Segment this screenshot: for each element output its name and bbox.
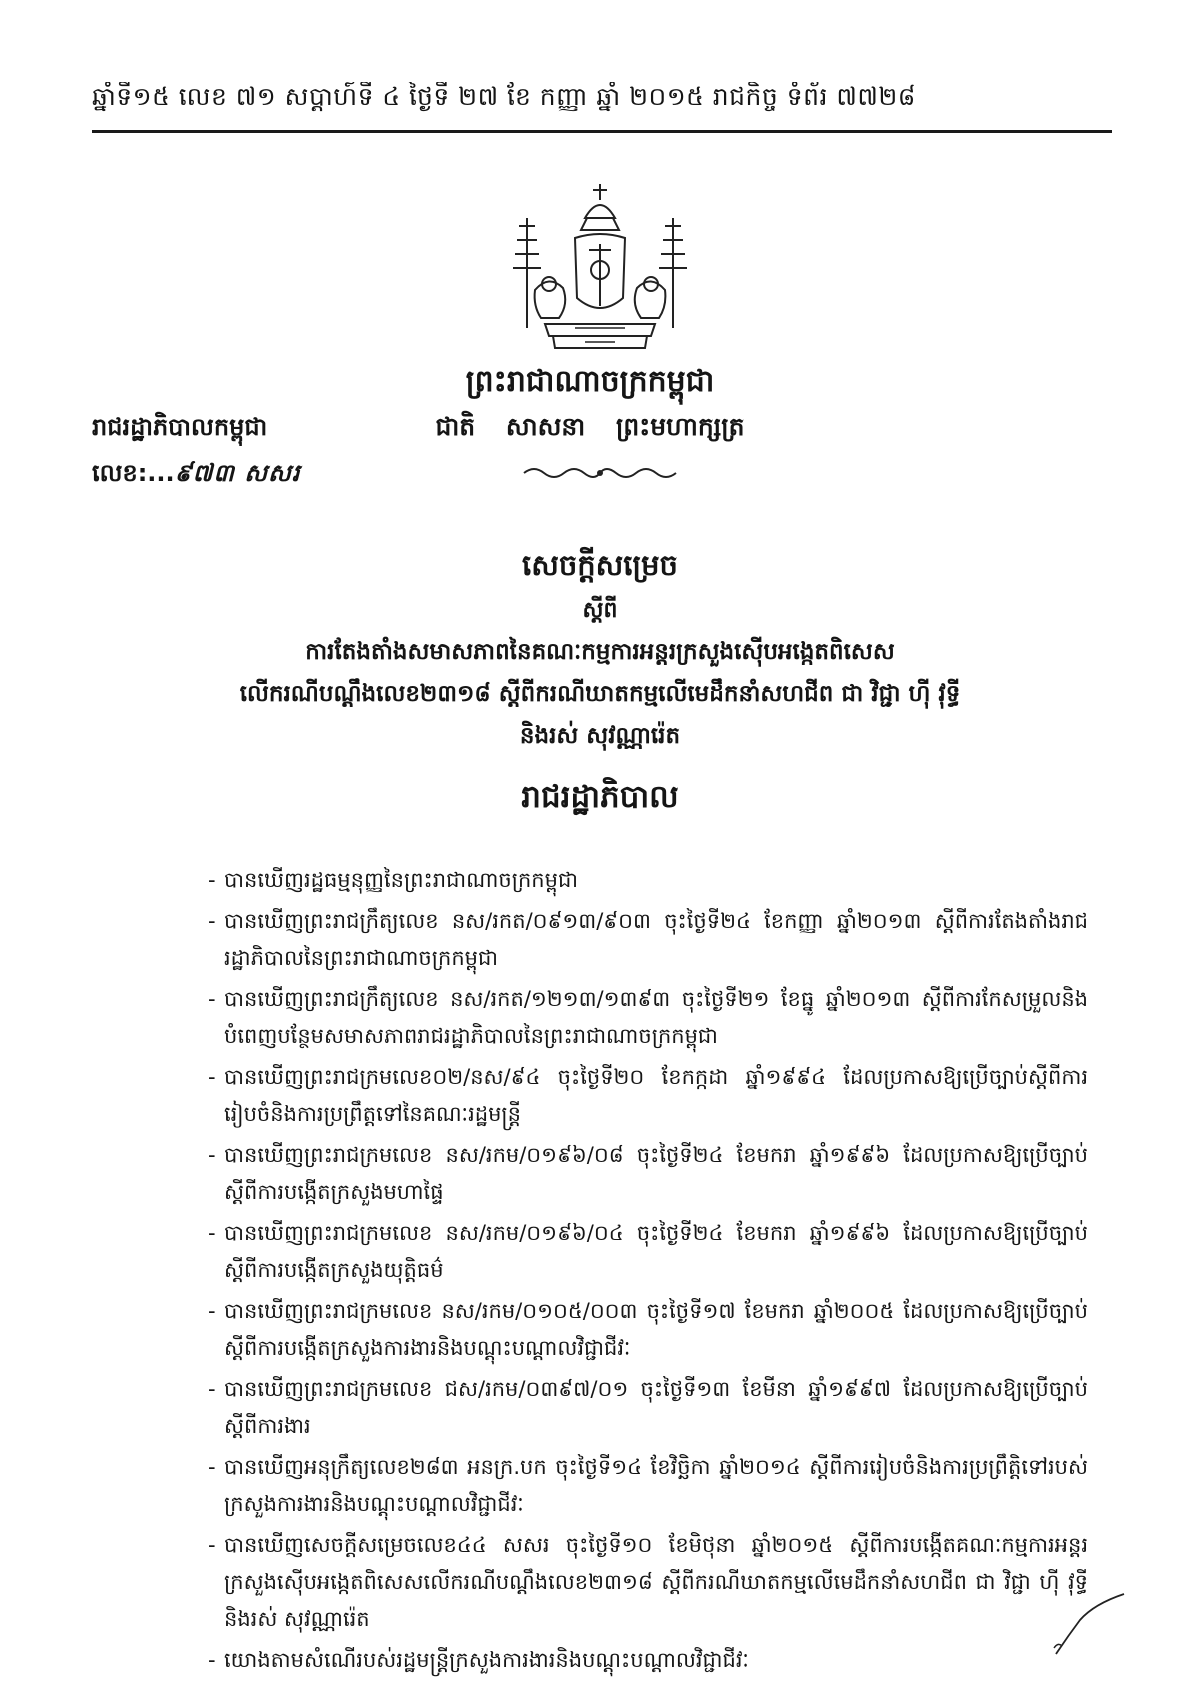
subject-line-2: លើករណីបណ្ដឹងលេខ២៣១៨ ស្ដីពីករណីឃាតកម្មលើមេដឹកនាំសហជីព ជា វិជ្ជា ហ៊ី វុទ្ធី xyxy=(239,681,961,707)
list-item: - បានឃើញព្រះរាជក្រមលេខ នស/រកម/០១៩៦/០៤ ចុះថ្ងៃទី២៤ ខែមករា ឆ្នាំ១៩៩៦ ដែលប្រកាសឱ្យប្រើច្បាប់ស្ដីពីការបង្កើតក្រសួងយុត្តិធម៌ xyxy=(208,1215,1088,1289)
motto-nation: ជាតិ xyxy=(435,412,476,441)
list-item: - បានឃើញព្រះរាជក្រឹត្យលេខ នស/រកត/០៩១៣/៩០៣ ចុះថ្ងៃទី២៤ ខែកញ្ញា ឆ្នាំ២០១៣ ស្ដីពីការតែងតាំងរាជរដ្ឋាភិបាលនៃព្រះរាជាណាចក្រកម្ពុជា xyxy=(208,903,1088,977)
royal-coat-of-arms-icon xyxy=(505,178,695,353)
document-number-label: លេខ:... xyxy=(92,459,175,487)
national-motto xyxy=(330,412,850,448)
decision-title: សេចក្ដីសម្រេច xyxy=(522,548,678,582)
list-item: - បានឃើញព្រះរាជក្រមលេខ ជស/រកម/០៣៩៧/០១ ចុះថ្ងៃទី១៣ ខែមីនា ឆ្នាំ១៩៩៧ ដែលប្រកាសឱ្យប្រើច្បាប់ស្ដីពីការងារ xyxy=(208,1371,1088,1445)
motto-king: ព្រះមហាក្សត្រ xyxy=(615,412,745,441)
gazette-header: ឆ្នាំទី១៥ លេខ ៧១ សប្ដាហ៍ទី ៤ ថ្ងៃទី ២៧ ខែ កញ្ញា ឆ្នាំ ២០១៥ រាជកិច្ច ទំព័រ ៧៧២៨ xyxy=(92,82,916,111)
list-item: - បានឃើញព្រះរាជក្រឹត្យលេខ នស/រកត/១២១៣/១៣៩៣ ចុះថ្ងៃទី២១ ខែធ្នូ ឆ្នាំ២០១៣ ស្ដីពីការកែសម្រួលនិងបំពេញបន្ថែមសមាសភាពរាជរដ្ឋាភិបាលនៃព្រះរាជាណាចក្រកម្ពុជា xyxy=(208,981,1088,1055)
government-heading: រាជរដ្ឋាភិបាល xyxy=(521,779,679,815)
list-item: - បានឃើញព្រះរាជក្រមលេខ នស/រកម/០១០៥/០០៣ ចុះថ្ងៃទី១៧ ខែមករា ឆ្នាំ២០០៥ ដែលប្រកាសឱ្យប្រើច្បាប់ស្ដីពីការបង្កើតក្រសួងការងារនិងបណ្ដុះបណ្ដាលវិជ្ជាជីវៈ xyxy=(208,1293,1088,1367)
list-item: - បានឃើញអនុក្រឹត្យលេខ២៨៣ អនក្រ.បក ចុះថ្ងៃទី១៤ ខែវិច្ឆិកា ឆ្នាំ២០១៤ ស្ដីពីការរៀបចំនិងការប្រព្រឹត្តិទៅរបស់ក្រសួងការងារនិងបណ្ដុះបណ្ដាលវិជ្ជាជីវៈ xyxy=(208,1449,1088,1523)
list-item: - បានឃើញព្រះរាជក្រមលេខ នស/រកម/០១៩៦/០៨ ចុះថ្ងៃទី២៤ ខែមករា ឆ្នាំ១៩៩៦ ដែលប្រកាសឱ្យប្រើច្បាប់ស្ដីពីការបង្កើតក្រសួងមហាផ្ទៃ xyxy=(208,1137,1088,1211)
list-item: - បានឃើញព្រះរាជក្រមលេខ០២/នស/៩៤ ចុះថ្ងៃទី២០ ខែកក្កដា ឆ្នាំ១៩៩៤ ដែលប្រកាសឱ្យប្រើច្បាប់ស្ដីពីការរៀបចំនិងការប្រព្រឹត្តទៅនៃគណៈរដ្ឋមន្ត្រី xyxy=(208,1059,1088,1133)
kingdom-name: ព្រះរាជាណាចក្រកម្ពុជា xyxy=(465,364,715,399)
header-divider xyxy=(92,130,1112,133)
list-item: - យោងតាមសំណើរបស់រដ្ឋមន្ត្រីក្រសួងការងារនិងបណ្ដុះបណ្ដាលវិជ្ជាជីវៈ xyxy=(208,1642,1088,1679)
recitals-list xyxy=(208,862,1088,1682)
subject-line-3: និងរស់ សុវណ្ណារ៉េត xyxy=(519,723,681,749)
subject-line-1: ការតែងតាំងសមាសភាពនៃគណៈកម្មការអន្តរក្រសួងស៊ើបអង្កេតពិសេស xyxy=(305,639,895,665)
document-number xyxy=(92,458,301,493)
motto-religion: សាសនា xyxy=(505,412,586,441)
list-item: - បានឃើញរដ្ឋធម្មនុញ្ញនៃព្រះរាជាណាចក្រកម្ពុជា xyxy=(208,862,1088,899)
issuing-authority: រាជរដ្ឋាភិបាលកម្ពុជា xyxy=(92,413,268,441)
decision-subtitle: ស្ដីពី xyxy=(582,598,618,623)
initial-signature-mark xyxy=(1050,1590,1130,1660)
list-item: - បានឃើញសេចក្ដីសម្រេចលេខ៤៤ សសរ ចុះថ្ងៃទី១០ ខែមិថុនា ឆ្នាំ២០១៥ ស្ដីពីការបង្កើតគណៈកម្មការអន្តរក្រសួងស៊ើបអង្កេតពិសេសលើករណីបណ្ដឹងលេខ២៣១៨ ស្ដីពីករណីឃាតកម្មលើមេដឹកនាំសហជីព ជា វិជ្ជា ហ៊ី វុទ្ធី និងរស់ សុវណ្ណារ៉េត xyxy=(208,1527,1088,1638)
decision-title-block xyxy=(140,548,1060,754)
document-number-value: ៩៧៣ សសរ xyxy=(174,459,301,487)
decorative-ornament-icon xyxy=(520,464,680,482)
